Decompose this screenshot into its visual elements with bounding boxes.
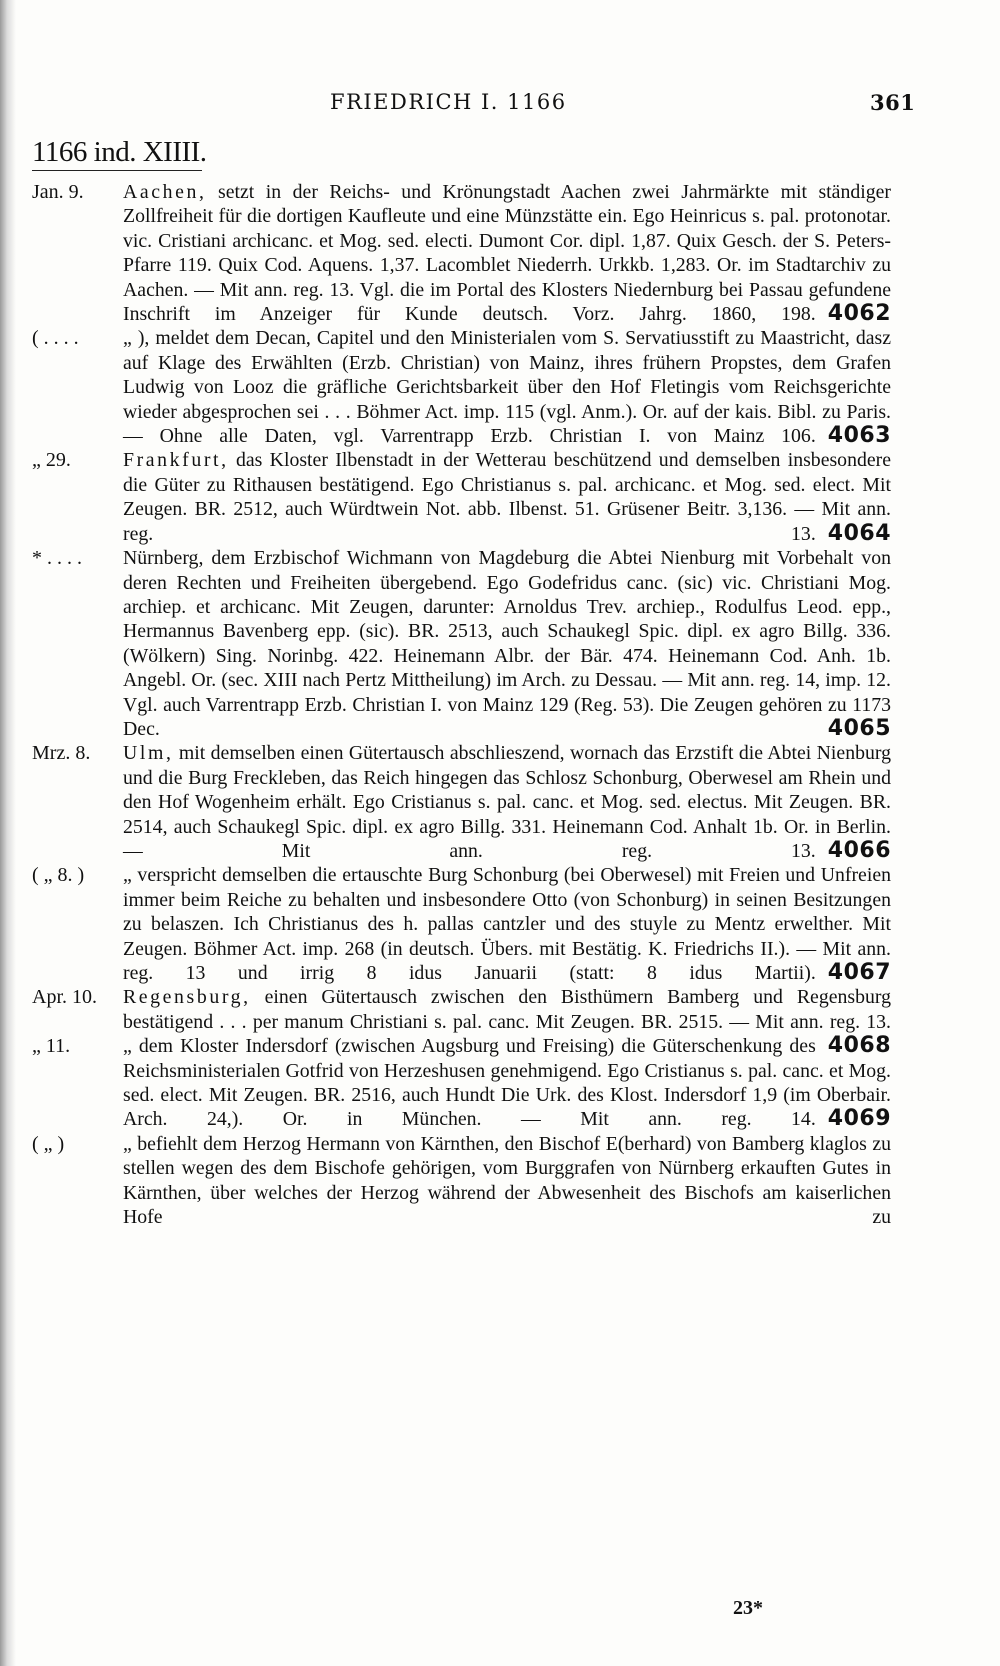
entry-4062: [0, 180, 1000, 326]
entry-text: das Kloster Ilbenstadt in der Wetterau beschützend und demselben insbesondere die Güter zu Rithausen bestätigend. Ego Christianus s. pal. archicanc. et Mog. sed. elect. Mit Zeugen. BR. 2512, auch Würdtwein Not. abb. Ilbenst. 51. Grüsener Beitr. 3,136. — Mit ann. reg. 13.: [123, 449, 891, 545]
entry-4063: [0, 326, 1000, 448]
entry-text: mit demselben einen Gütertausch abschlieszend, wornach das Erzstift die Abtei Nienburg und die Burg Freckleben, das Reich hingegen das Schlosz Schonburg, Oberwesel am Rhein und den Hof Wogenheim erhält. Ego Cristianus s. pal. canc. et Mog. sed. electus. Mit Zeugen. BR. 2514, auch Schaukegl Spic. dipl. ex agro Billg. 331. Heinemann Cod. Anhalt 1b. Or. in Berlin. — Mit ann. reg. 13.: [123, 742, 891, 862]
entry-body: [123, 546, 891, 741]
page-number: 361: [870, 90, 916, 115]
entry-place: „: [123, 1132, 132, 1155]
entry-body: [123, 180, 891, 326]
entry-text: dem Kloster Indersdorf (zwischen Augsburg und Freising) die Güterschenkung des Reichsministerialen Gotfrid von Herzeshusen genehmigend. Ego Cristianus s. pal. canc. et Mog. sed. elect. Mit Zeugen. BR. 2516, auch Hundt Die Urk. des Klost. Indersdorf 1,9 (im Oberbair. Arch. 24,). Or. in München. — Mit ann. reg. 14.: [123, 1035, 891, 1131]
entry-date: „ 29.: [32, 449, 71, 472]
entry-number: 4068: [827, 1033, 891, 1059]
entry-date: ( . . . .: [32, 327, 79, 350]
entry-text: einen Gütertausch zwischen den Bisthümern Bamberg und Regensburg bestätigend . . . per manum Christiani s. pal. canc. Mit Zeugen. BR. 2515. — Mit ann. reg. 13.: [123, 986, 891, 1033]
entry-date: ( „ 8. ): [32, 864, 85, 887]
entry-place: „: [123, 1035, 132, 1058]
entry-text: befiehlt dem Herzog Hermann von Kärnthen, den Bischof E(berhard) von Bamberg klaglos zu stellen wegen des dem Bischofe gehörigen, vom Burggrafen von Nürnberg erkauften Gutes in Kärnthen, über welches der Herzog während der Abwesenheit des Bischofs am kaiserlichen Hofe zu: [123, 1132, 891, 1229]
entry-place: Ulm,: [123, 742, 174, 765]
entry-place: Regensburg,: [123, 986, 251, 1009]
signature-mark: 23*: [733, 1597, 763, 1619]
entry-date: „ 11.: [32, 1035, 71, 1058]
year-heading: 1166 ind. XIIII.: [32, 136, 207, 168]
entry-number: 4065: [827, 715, 891, 741]
entry-date: Jan. 9.: [32, 181, 84, 203]
entry-continued: [0, 1132, 1000, 1230]
entry-4067: [0, 863, 1000, 985]
entry-place: Aachen,: [123, 181, 207, 203]
entry-4066: [0, 741, 1000, 863]
entry-place: Nürnberg,: [123, 547, 204, 570]
entry-date: Mrz. 8.: [32, 742, 91, 765]
header-title: FRIEDRICH I. 1166: [330, 90, 567, 114]
entry-text: verspricht demselben die ertauschte Burg Schonburg (bei Oberwesel) mit Freien und Unfreien immer beim Reiche zu behalten und insbesondere Otto (von Schonburg) in seinen Besitzungen zu belaszen. Ich Christianus des h. pallas cantzler und des stuyle zu Mentz erwelther. Mit Zeugen. Böhmer Act. imp. 268 (in deutsch. Übers. mit Bestätig. K. Friedrichs II.). — Mit ann. reg. 13 und irrig 8 idus Januarii (statt: 8 idus Martii).: [123, 864, 891, 984]
entry-number: 4062: [827, 301, 891, 327]
entry-body: [123, 741, 891, 863]
entry-text: setzt in der Reichs- und Krönungstadt Aachen zwei Jahrmärkte mit ständiger Zollfreiheit für die dortigen Kaufleute und eine Münzstätte ein. Ego Heinricus s. pal. protonotar. vic. Cristiani archicanc. et Mog. sed. electi. Dumont Cor. dipl. 1,87. Quix Gesch. der S. Peters-Pfarre 119. Quix Cod. Aquens. 1,37. Lacomblet Niederrh. Urkkb. 1,283. Or. im Stadtarchiv zu Aachen. — Mit ann. reg. 13. Vgl. die im Portal des Klosters Niedernburg bei Passau gefundene Inschrift im Anzeiger für Kunde deutsch. Vorz. Jahrg. 1860, 198.: [123, 181, 891, 326]
entry-body: [123, 863, 891, 985]
entry-body: [123, 326, 891, 448]
entry-date: Apr. 10.: [32, 986, 97, 1009]
entry-body: [123, 1132, 891, 1230]
entry-date: ( „ ): [32, 1132, 65, 1155]
entry-place: „: [123, 864, 132, 887]
entry-4064: [0, 448, 1000, 546]
entry-number: 4066: [827, 837, 891, 863]
entry-place: „ ),: [123, 327, 150, 350]
entry-4065: [0, 546, 1000, 741]
entry-number: 4064: [827, 520, 891, 546]
entry-text: dem Erzbischof Wichmann von Magdeburg die Abtei Nienburg mit Vorbehalt von deren Rechten und Freiheiten übergebend. Ego Godefridus canc. (sic) vic. Christiani Mog. archiep. et archicanc. Mit Zeugen, darunter: Arnoldus Trev. archiep., Rodulfus Leod. epp., Hermannus Bavenberg epp. (sic). BR. 2513, auch Schaukegl Spic. dipl. ex agro Billg. 336. (Wölkern) Sing. Norinbg. 422. Heinemann Albr. der Bär. 474. Heinemann Cod. Anh. 1b. Angebl. Or. (sec. XIII nach Pertz Mittheilung) im Arch. zu Dessau. — Mit ann. reg. 14, imp. 12. Vgl. auch Varrentrapp Erzb. Christian I. von Mainz 129 (Reg. 53). Die Zeugen gehören zu 1173 Dec.: [123, 547, 891, 740]
entries-list: [0, 180, 1000, 1229]
entry-number: 4067: [827, 960, 891, 985]
entry-text: meldet dem Decan, Capitel und den Ministerialen vom S. Servatiusstift zu Maastricht, dasz auf Klage des Erwählten (Erzb. Christian) von Mainz, ihres frühern Propstes, dem Grafen Ludwig von Looz die gräfliche Gerichtsbarkeit über den Hof Fletingis vom Reichsgerichte wieder abgesprochen sei . . . Böhmer Act. imp. 115 (vgl. Anm.). Or. auf der kais. Bibl. zu Paris. — Ohne alle Daten, vgl. Varrentrapp Erzb. Christian I. von Mainz 106.: [123, 327, 891, 448]
entry-body: [123, 985, 891, 1059]
entry-number: 4069: [827, 1106, 891, 1132]
entry-body: [123, 1034, 891, 1132]
entry-date: * . . . .: [32, 547, 82, 570]
entry-number: 4063: [827, 423, 891, 449]
entry-place: Frankfurt,: [123, 449, 229, 472]
entry-4069: [0, 1034, 1000, 1132]
entry-body: [123, 448, 891, 546]
heading-rule: [32, 170, 202, 171]
